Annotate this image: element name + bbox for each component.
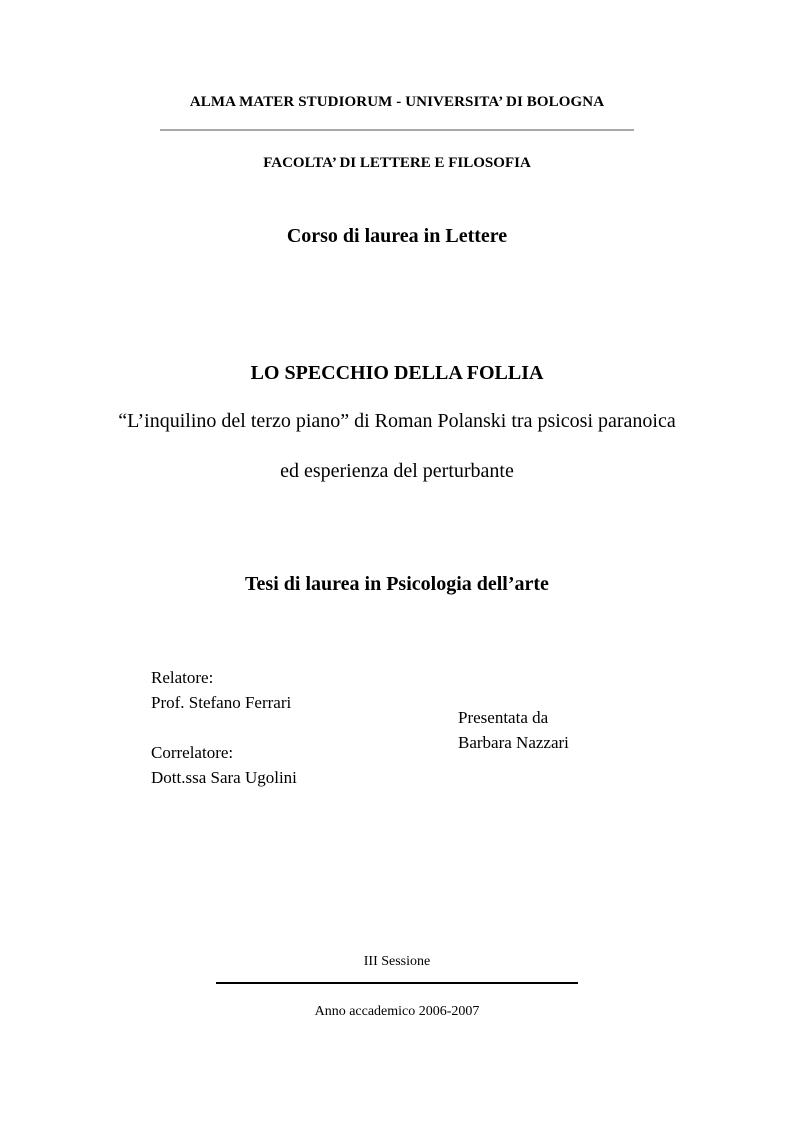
- academic-year: Anno accademico 2006-2007: [314, 1004, 480, 1019]
- thesis-subject: Tesi di laurea in Psicologia dell’arte: [245, 573, 549, 595]
- university-name: ALMA MATER STUDIORUM - UNIVERSITA’ DI BOLOGNA: [189, 94, 605, 110]
- faculty-name: FACOLTA’ DI LETTERE E FILOSOFIA: [263, 155, 531, 171]
- correlatore-name: Dott.ssa Sara Ugolini: [151, 768, 297, 787]
- course-name: Corso di laurea in Lettere: [286, 225, 508, 247]
- session-label: III Sessione: [363, 954, 431, 969]
- thesis-subtitle-line-1: “L’inquilino del terzo piano” di Roman Polanski tra psicosi paranoica: [118, 410, 676, 432]
- footer-divider: [216, 982, 578, 984]
- candidate-name: Barbara Nazzari: [458, 733, 569, 752]
- thesis-subtitle-line-2: ed esperienza del perturbante: [280, 460, 514, 482]
- correlatore-label: Correlatore:: [151, 743, 234, 762]
- relatore-name: Prof. Stefano Ferrari: [151, 693, 292, 712]
- header-divider: [160, 129, 634, 131]
- candidate-label: Presentata da: [458, 708, 549, 727]
- relatore-label: Relatore:: [151, 668, 214, 687]
- thesis-title: LO SPECCHIO DELLA FOLLIA: [250, 362, 544, 384]
